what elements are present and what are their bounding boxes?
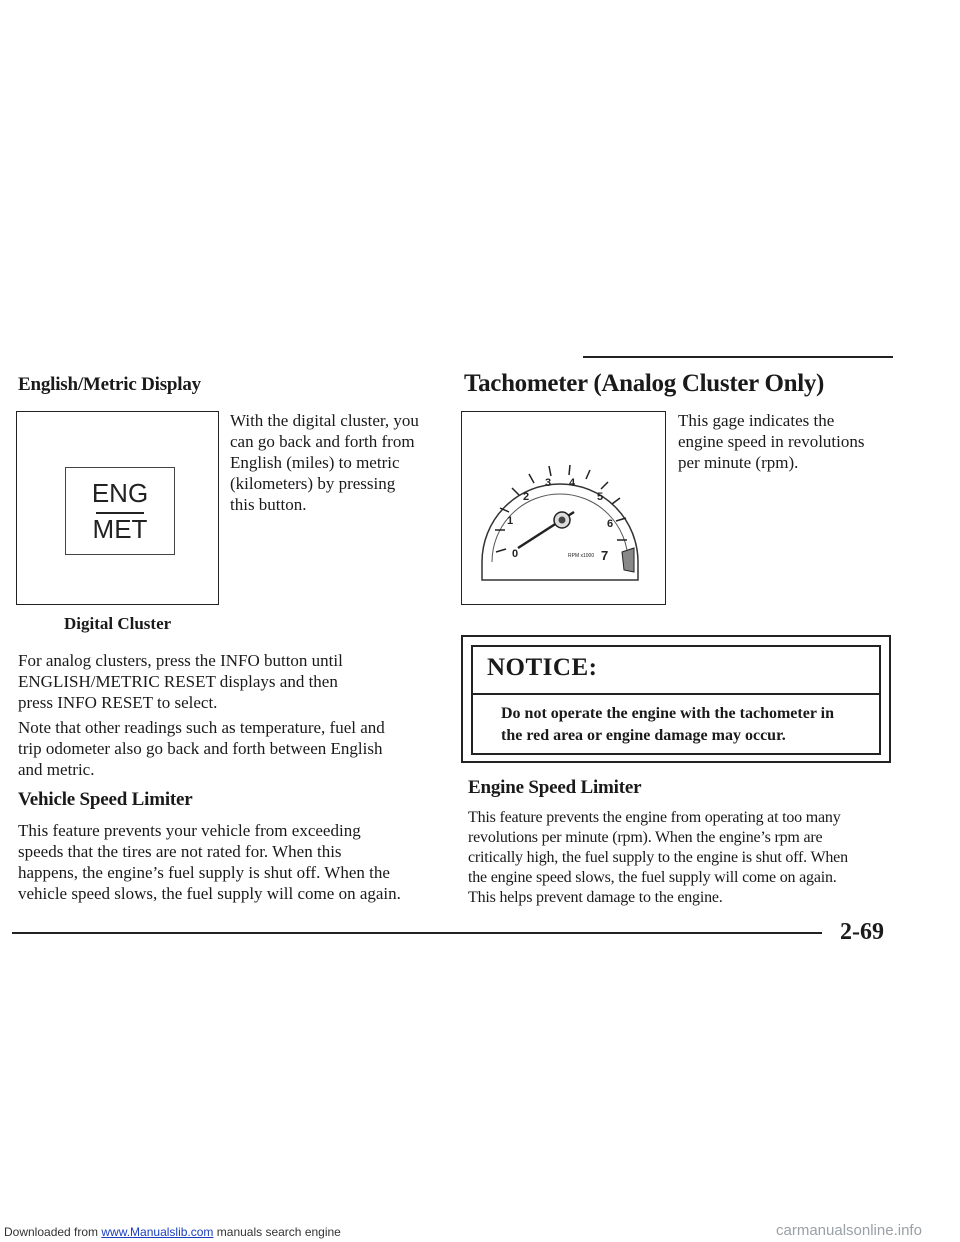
gauge-hub-inner [559,517,566,524]
para-line: This feature prevents the engine from operating at too many [468,809,841,826]
para-line: This feature prevents your vehicle from exceeding [18,821,361,840]
gauge-redline [622,548,634,572]
tachometer-gauge-illustration [462,412,664,603]
para-line: revolutions per minute (rpm). When the engine’s rpm are [468,829,823,846]
para-line: This helps prevent damage to the engine. [468,889,723,906]
gauge-bezel-outer [482,484,638,580]
para-line: press INFO RESET to select. [18,693,218,712]
intro-line: (kilometers) by pressing [230,474,396,493]
english-metric-heading: English/Metric Display [18,374,201,395]
para-line: happens, the engine’s fuel supply is shut off. When the [18,863,390,882]
gauge-tick-label: 3 [545,477,552,489]
eng-met-button[interactable] [65,467,175,555]
bottom-rule [12,932,822,934]
met-label: MET [92,514,148,544]
para-line: vehicle speed slows, the fuel supply will come on again. [18,884,401,903]
intro-line: can go back and forth from [230,432,415,451]
para-line: trip odometer also go back and forth between English [18,739,383,758]
gauge-tick-label: 2 [523,491,530,503]
gauge-tick-marks [495,465,627,552]
top-rule [583,356,893,358]
vehicle-speed-limiter-paragraph [18,820,448,904]
engine-speed-limiter-heading: Engine Speed Limiter [468,777,642,798]
manualslib-link[interactable]: www.Manualslib.com [101,1225,214,1239]
notice-line: the red area or engine damage may occur. [501,727,786,744]
eng-label: ENG [91,478,149,508]
download-footer [4,1225,341,1239]
gauge-tick-label: 7 [601,548,609,563]
gauge-tick-label: 0 [512,548,519,560]
intro-line: With the digital cluster, you [230,411,419,430]
gauge-unit-label: RPM x1000 [568,553,595,559]
gauge-tick-label: 4 [569,477,576,489]
tachometer-figure [461,411,666,605]
tachometer-intro [678,410,898,473]
notice-title: NOTICE: [487,654,598,681]
vehicle-speed-limiter-heading: Vehicle Speed Limiter [18,789,193,810]
para-line: ENGLISH/METRIC RESET displays and then [18,672,338,691]
page-number: 2-69 [840,919,884,945]
readings-paragraph [18,717,448,780]
notice-box [461,635,891,763]
eng-met-figure [16,411,219,605]
figure-caption: Digital Cluster [64,614,172,633]
intro-line: English (miles) to metric [230,453,400,472]
para-line: and metric. [18,760,95,779]
analog-cluster-paragraph [18,650,448,713]
notice-header [471,645,881,695]
para-line: For analog clusters, press the INFO button until [18,651,343,670]
tachometer-heading: Tachometer (Analog Cluster Only) [464,370,825,397]
gauge-tick-label: 5 [597,491,604,503]
gauge-tick-label: 1 [507,515,514,527]
engine-speed-limiter-paragraph [468,808,908,908]
footer-suffix: manuals search engine [213,1225,341,1239]
intro-line: per minute (rpm). [678,453,799,472]
gauge-tick-label: 6 [607,518,614,530]
intro-line: This gage indicates the [678,411,835,430]
watermark: carmanualsonline.info [776,1222,922,1239]
intro-line: this button. [230,495,307,514]
para-line: Note that other readings such as temperature, fuel and [18,718,385,737]
para-line: critically high, the fuel supply to the engine is shut off. When [468,849,848,866]
notice-body [471,695,881,755]
para-line: speeds that the tires are not rated for. When this [18,842,342,861]
intro-line: engine speed in revolutions [678,432,865,451]
footer-prefix: Downloaded from [4,1225,102,1239]
digital-cluster-intro [230,410,440,515]
notice-line: Do not operate the engine with the tachometer in [501,705,834,722]
para-line: the engine speed slows, the fuel supply will come on again. [468,869,837,886]
